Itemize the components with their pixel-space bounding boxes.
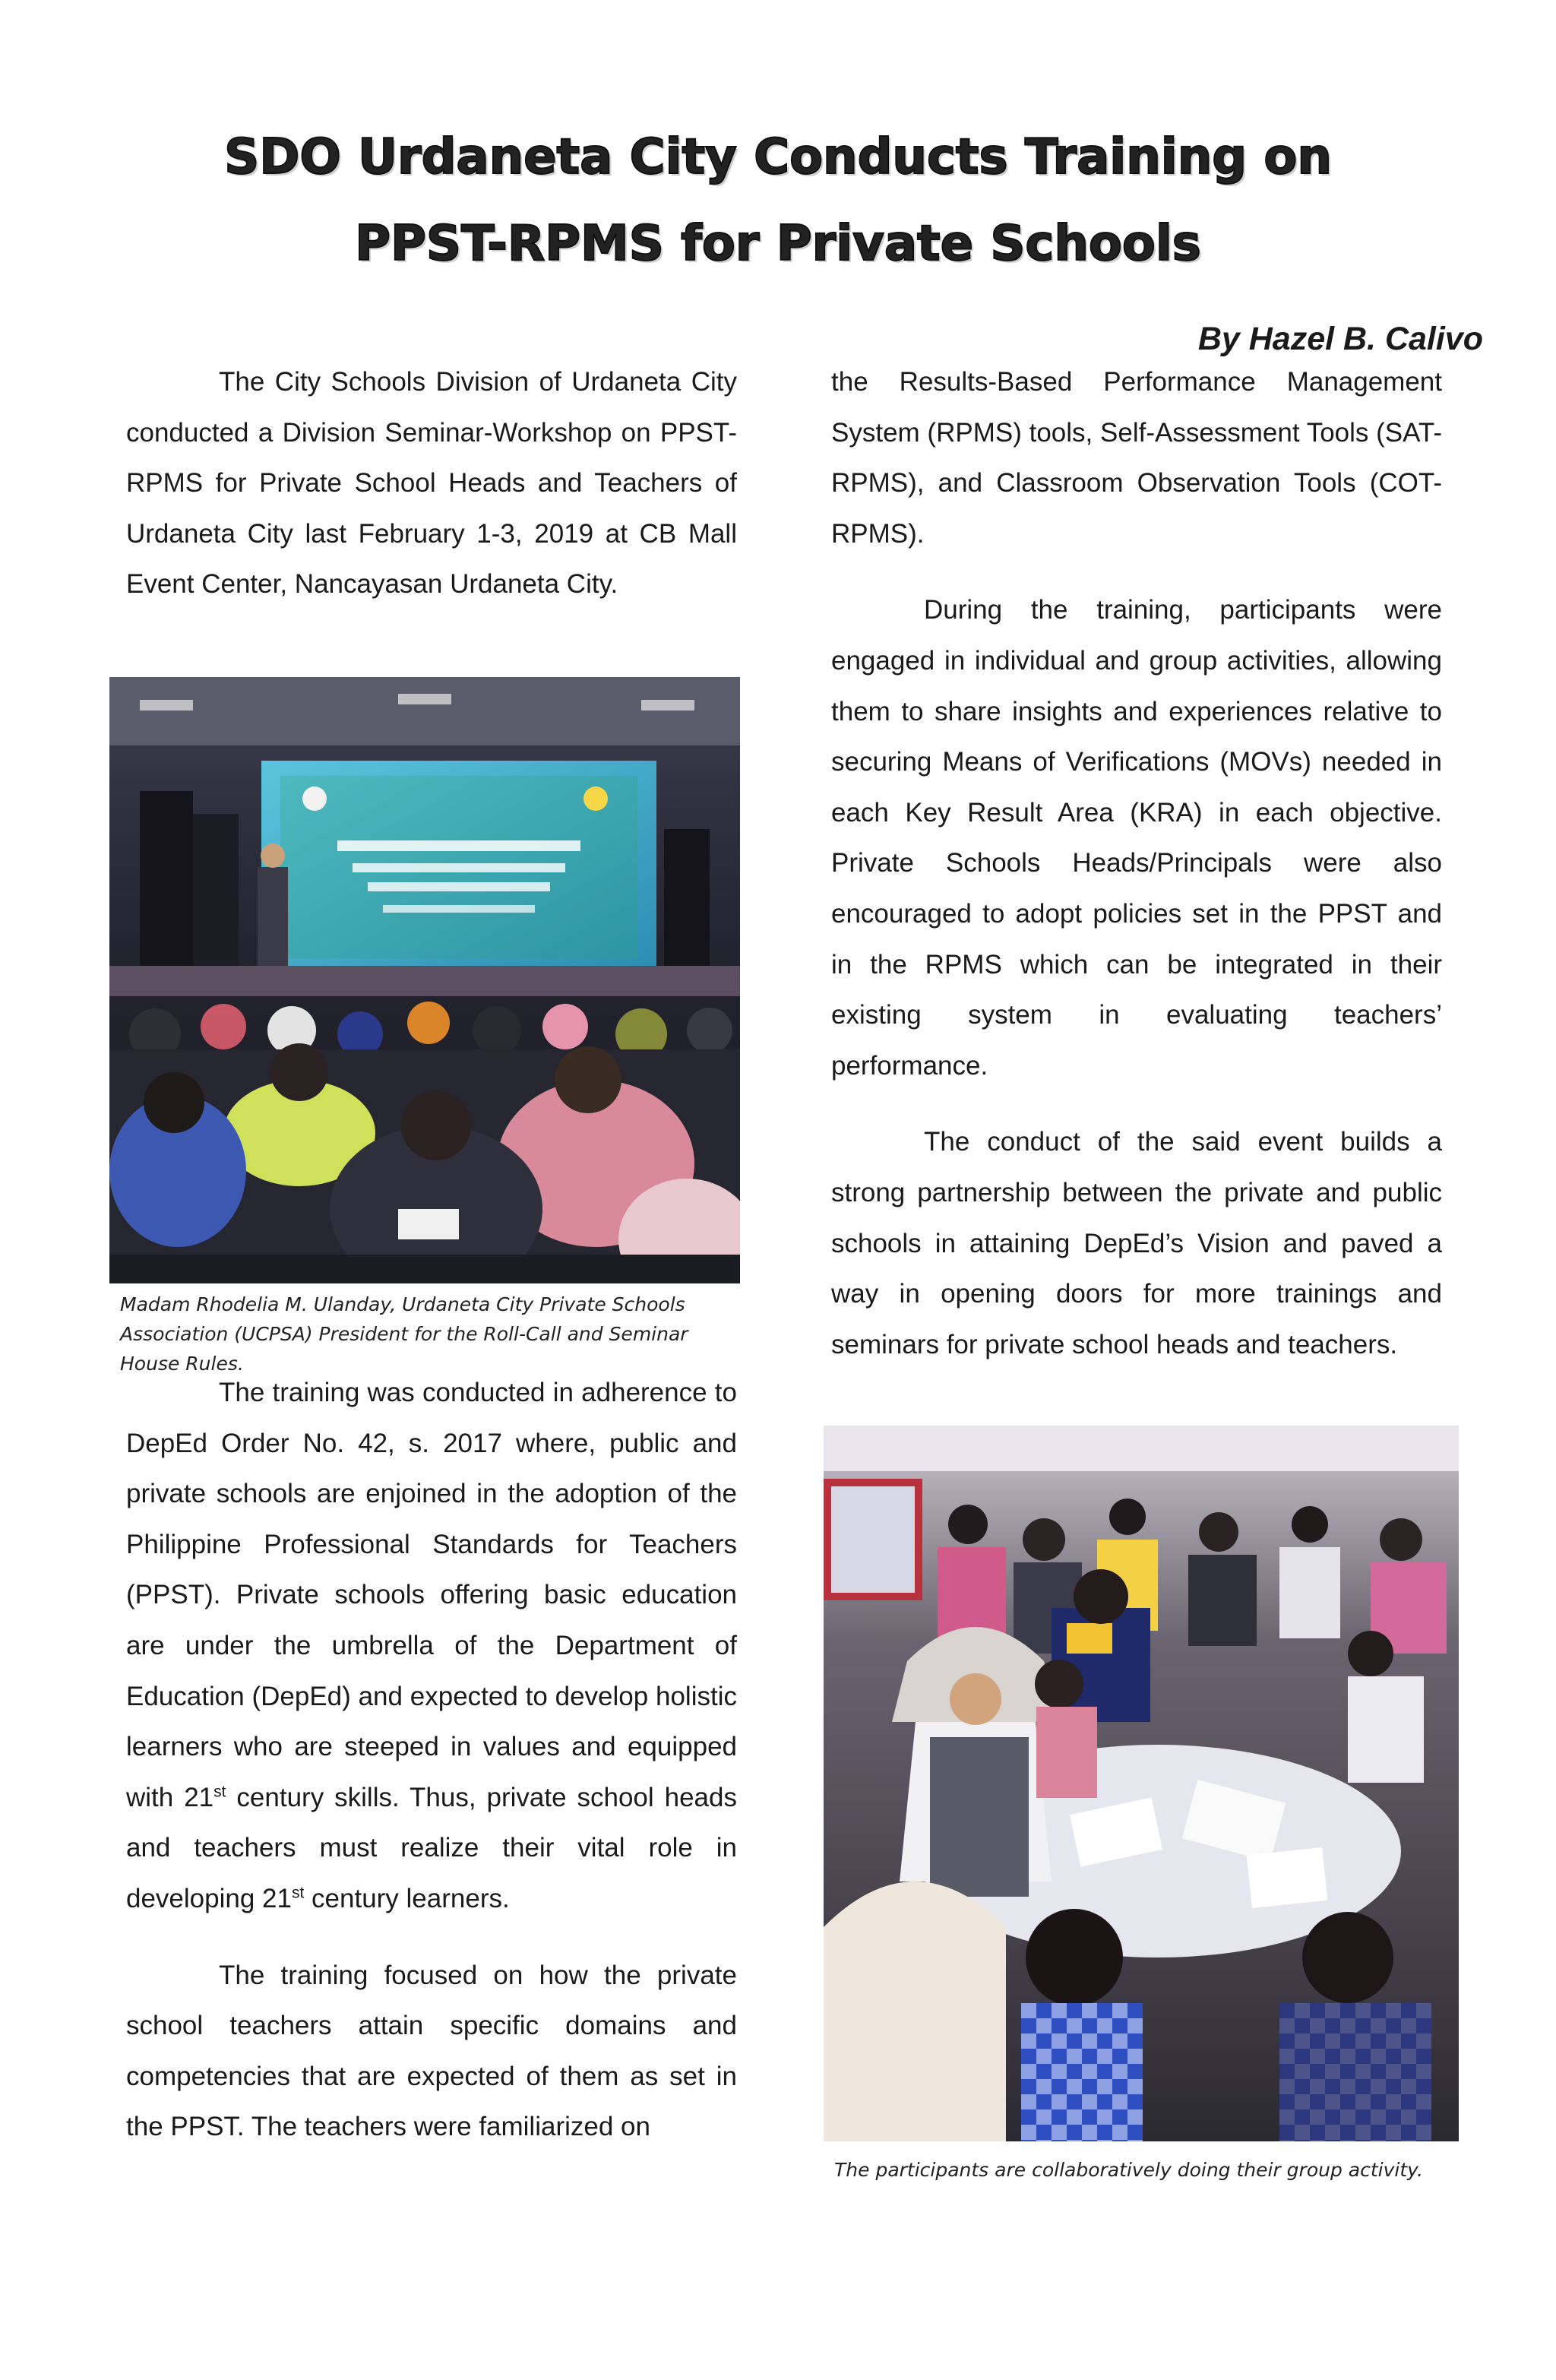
right-column (831, 357, 1442, 1370)
group-activity-photo (824, 1426, 1459, 2141)
paragraph-partnership: The conduct of the said event builds a strong partnership between the private and public schools in attaining DepEd’s Vision and paved a way in opening doors for more trainings and seminars for private school heads and teachers. (831, 1127, 1442, 1359)
paragraph-deped-order (126, 1368, 737, 1925)
group-activity-illustration (824, 1426, 1459, 2141)
paragraph-deped-order-text-c: century learners. (304, 1883, 510, 1913)
left-column-top (126, 357, 737, 610)
superscript-st-2: st (291, 1884, 305, 1902)
paragraph-training-focus: The training focused on how the private school teachers attain specific domains and competencies that are expected of them as set in the PPST. The teachers were familiarized on (126, 1960, 737, 2142)
seminar-stage-photo (109, 677, 740, 1283)
byline: By Hazel B. Calivo (1197, 321, 1483, 357)
photo-2-caption: The participants are collaboratively doing their group activity. (834, 2159, 1423, 2181)
paragraph-intro: The City Schools Division of Urdaneta City conducted a Division Seminar-Workshop on PPST-RPMS for Private School Heads and Teachers of Urdaneta City last February 1-3, 2019 at CB Mall Event Center, Nancayasan Urdaneta City. (126, 367, 737, 600)
left-column-bottom (126, 1368, 737, 2153)
superscript-st-1: st (213, 1783, 226, 1801)
headline-line-2: PPST-RPMS for Private Schools (355, 216, 1201, 272)
paragraph-deped-order-text-b: century skills. Thus, private school heads and teachers must realize their vital role in developing 21 (126, 1782, 737, 1913)
headline-line-1: SDO Urdaneta City Conducts Training on (224, 129, 1332, 185)
paragraph-activities: During the training, participants were engaged in individual and group activities, allowing them to share insights and experiences relative to securing Means of Verifications (MOVs) needed in each Key Result Area (KRA) in each objective. Private Schools Heads/Principals were also encouraged to adopt policies set in the PPST and in the RPMS which can be integrated in their existing system in evaluating teachers’ performance. (831, 595, 1442, 1081)
photo-1-caption: Madam Rhodelia M. Ulanday, Urdaneta City Private Schools Association (UCPSA) President for the Roll-Call and Seminar House Rules. (120, 1293, 688, 1375)
article-headline (91, 114, 1465, 287)
paragraph-rpms-tools: the Results-Based Performance Management System (RPMS) tools, Self-Assessment Tools (SAT-RPMS), and Classroom Observation Tools (COT-RPMS). (831, 367, 1442, 549)
seminar-stage-illustration (109, 677, 740, 1283)
paragraph-deped-order-text-a: The training was conducted in adherence to DepEd Order No. 42, s. 2017 where, public and private schools are enjoined in the adoption of the Philippine Professional Standards for Teachers (PPST). Private schools offering basic education are under the umbrella of the Department of Education (DepEd) and expected to develop holistic learners who are steeped in values and equipped with 21 (126, 1378, 737, 1812)
